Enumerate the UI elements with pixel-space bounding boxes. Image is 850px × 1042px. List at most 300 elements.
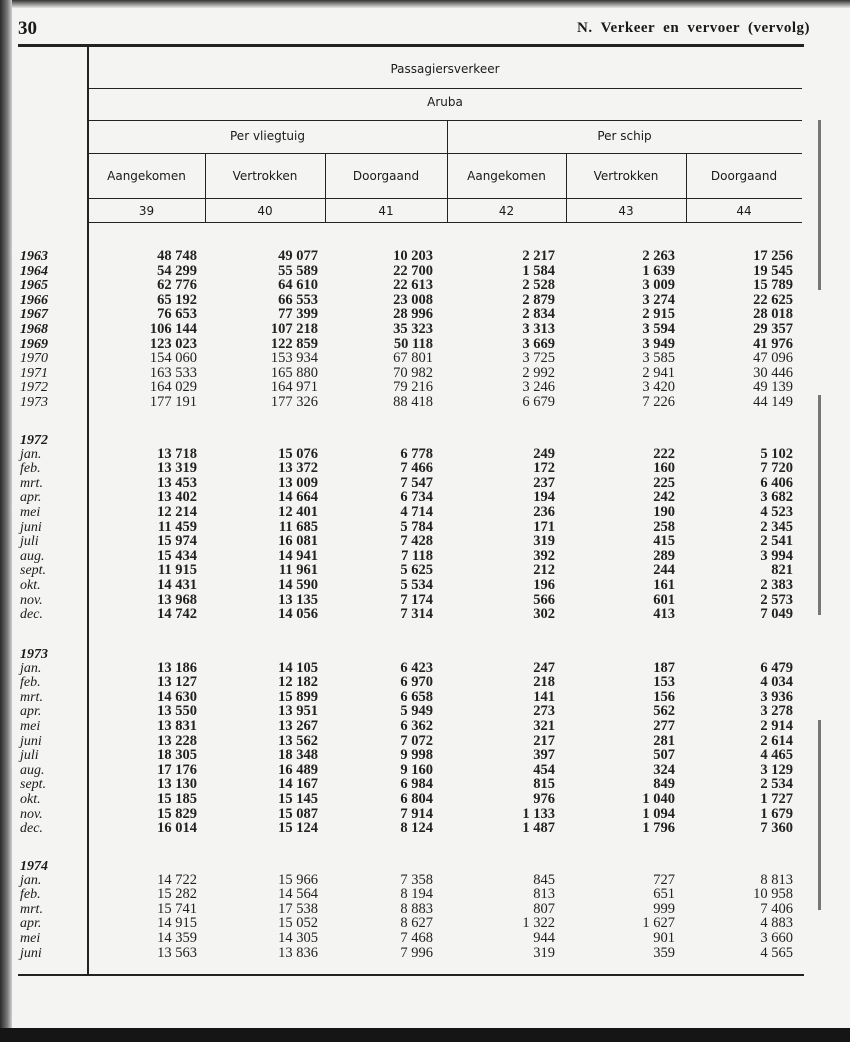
cell-value: 2 541 <box>760 533 793 550</box>
cell-value: 194 <box>533 489 555 506</box>
cell-value: 13 453 <box>157 474 197 491</box>
table-row <box>0 534 850 549</box>
cell-value: 1 679 <box>760 805 793 822</box>
row-label: mei <box>20 504 41 520</box>
row-label: mrt. <box>20 901 43 917</box>
cell-value: 6 362 <box>400 717 433 734</box>
cell-value: 222 <box>653 445 675 462</box>
cell-value: 14 590 <box>278 576 318 593</box>
cell-value: 18 348 <box>278 747 318 764</box>
cell-value: 601 <box>653 591 675 608</box>
cell-value: 218 <box>533 674 555 691</box>
cell-value: 6 804 <box>400 790 433 807</box>
cell-value: 18 305 <box>157 747 197 764</box>
cell-value: 3 949 <box>642 335 675 352</box>
cell-value: 7 072 <box>400 732 433 749</box>
cell-value: 1 133 <box>522 805 555 822</box>
column-number: 40 <box>257 204 273 218</box>
cell-value: 507 <box>653 747 675 764</box>
cell-value: 5 102 <box>760 445 793 462</box>
cell-value: 14 564 <box>278 886 318 903</box>
cell-value: 413 <box>653 606 675 623</box>
cell-value: 7 118 <box>401 547 433 564</box>
cell-value: 3 725 <box>522 350 555 367</box>
header-rule <box>88 88 802 89</box>
header-rule <box>88 120 802 121</box>
cell-value: 2 879 <box>522 291 555 308</box>
column-header: Aangekomen <box>107 169 186 183</box>
cell-value: 15 282 <box>157 886 197 903</box>
cell-value: 49 139 <box>753 379 793 396</box>
cell-value: 44 149 <box>753 394 793 410</box>
header-rule <box>88 153 802 154</box>
cell-value: 849 <box>653 776 675 793</box>
row-label: dec. <box>20 607 43 623</box>
cell-value: 88 418 <box>393 394 433 410</box>
table-row <box>0 675 850 690</box>
cell-value: 19 545 <box>753 262 793 279</box>
cell-value: 4 465 <box>760 747 793 764</box>
row-label: 1966 <box>20 292 48 308</box>
table-row <box>0 578 850 593</box>
cell-value: 65 192 <box>157 291 197 308</box>
row-label: feb. <box>20 887 41 903</box>
cell-value: 16 489 <box>278 761 318 778</box>
table-row <box>0 505 850 520</box>
table-row <box>0 821 850 836</box>
cell-value: 3 313 <box>522 321 555 337</box>
cell-value: 13 135 <box>278 591 318 608</box>
row-label: mrt. <box>20 689 43 705</box>
cell-value: 17 176 <box>157 761 197 778</box>
cell-value: 1 727 <box>760 790 793 807</box>
cell-value: 41 976 <box>753 335 793 352</box>
cell-value: 17 538 <box>278 900 318 917</box>
cell-value: 3 594 <box>642 321 675 337</box>
cell-value: 5 949 <box>400 703 433 720</box>
subgroup-header-ship: Per schip <box>597 129 652 143</box>
cell-value: 5 784 <box>400 518 433 535</box>
row-label: jan. <box>20 660 42 676</box>
cell-value: 13 563 <box>157 944 197 961</box>
cell-value: 13 831 <box>157 717 197 734</box>
cell-value: 5 625 <box>400 562 433 579</box>
table-row <box>0 946 850 961</box>
cell-value: 10 203 <box>393 248 433 264</box>
cell-value: 14 664 <box>278 489 318 506</box>
cell-value: 397 <box>533 747 555 764</box>
table-row <box>0 792 850 807</box>
table-row <box>0 931 850 946</box>
cell-value: 122 859 <box>270 335 318 352</box>
row-label: 1972 <box>20 433 48 448</box>
cell-value: 2 834 <box>522 306 555 323</box>
cell-value: 11 685 <box>278 518 318 535</box>
column-number: 43 <box>618 204 634 218</box>
row-label: 1973 <box>20 647 48 662</box>
header-rule <box>88 198 802 199</box>
cell-value: 165 880 <box>270 364 318 381</box>
row-label: juni <box>20 733 42 749</box>
cell-value: 153 934 <box>270 350 318 367</box>
cell-value: 55 589 <box>278 262 318 279</box>
cell-value: 6 734 <box>400 489 433 506</box>
cell-value: 319 <box>533 944 555 961</box>
cell-value: 845 <box>533 871 555 888</box>
cell-value: 15 741 <box>157 900 197 917</box>
cell-value: 8 194 <box>400 886 433 903</box>
cell-value: 7 226 <box>642 394 675 410</box>
top-rule <box>18 44 804 47</box>
row-label: aug. <box>20 762 45 778</box>
cell-value: 2 614 <box>760 732 793 749</box>
cell-value: 76 653 <box>157 306 197 323</box>
cell-value: 22 613 <box>393 277 433 294</box>
cell-value: 3 936 <box>760 688 793 705</box>
cell-value: 454 <box>533 761 555 778</box>
row-label: apr. <box>20 916 42 932</box>
cell-value: 54 299 <box>157 262 197 279</box>
column-number: 39 <box>138 204 155 218</box>
cell-value: 12 214 <box>157 503 197 520</box>
row-label: feb. <box>20 675 41 691</box>
cell-value: 13 009 <box>278 474 318 491</box>
cell-value: 2 217 <box>522 248 555 264</box>
cell-value: 13 267 <box>278 717 318 734</box>
cell-value: 8 627 <box>400 915 433 932</box>
cell-value: 154 060 <box>149 350 197 367</box>
column-header: Aangekomen <box>467 169 546 183</box>
bottom-rule <box>18 974 804 976</box>
cell-value: 164 029 <box>149 379 197 396</box>
row-label: sept. <box>20 563 47 579</box>
cell-value: 242 <box>653 489 675 506</box>
cell-value: 289 <box>653 547 675 564</box>
cell-value: 15 145 <box>278 790 318 807</box>
running-head: N. Verkeer en vervoer (vervolg) <box>577 20 810 36</box>
cell-value: 14 305 <box>278 929 318 946</box>
cell-value: 141 <box>533 688 555 705</box>
cell-value: 4 523 <box>760 503 793 520</box>
cell-value: 3 129 <box>760 761 793 778</box>
cell-value: 1 796 <box>642 820 675 837</box>
cell-value: 13 372 <box>278 460 318 477</box>
cell-value: 14 105 <box>278 659 318 676</box>
cell-value: 2 263 <box>642 248 675 264</box>
cell-value: 15 087 <box>278 805 318 822</box>
cell-value: 14 359 <box>157 929 197 946</box>
table-row <box>0 278 850 293</box>
cell-value: 9 160 <box>400 761 433 778</box>
cell-value: 28 018 <box>753 306 793 323</box>
cell-value: 13 550 <box>157 703 197 720</box>
cell-value: 6 970 <box>400 674 433 691</box>
cell-value: 4 565 <box>760 944 793 961</box>
cell-value: 3 669 <box>522 335 555 352</box>
row-label: nov. <box>20 806 43 822</box>
cell-value: 15 829 <box>157 805 197 822</box>
table-row <box>0 249 850 264</box>
cell-value: 3 246 <box>522 379 555 396</box>
cell-value: 807 <box>533 900 555 917</box>
column-number: 44 <box>736 204 752 218</box>
cell-value: 6 984 <box>400 776 433 793</box>
row-label: mei <box>20 930 41 946</box>
cell-value: 976 <box>533 790 555 807</box>
table-row <box>0 748 850 763</box>
row-label: okt. <box>20 577 41 593</box>
table-row <box>0 719 850 734</box>
cell-value: 177 326 <box>270 394 318 410</box>
cell-value: 13 130 <box>157 776 197 793</box>
cell-value: 190 <box>653 503 675 520</box>
cell-value: 15 076 <box>278 445 318 462</box>
cell-value: 164 971 <box>270 379 318 396</box>
cell-value: 212 <box>533 562 555 579</box>
cell-value: 302 <box>533 606 555 623</box>
table-row <box>0 607 850 622</box>
cell-value: 4 883 <box>760 915 793 932</box>
cell-value: 727 <box>653 871 675 888</box>
table-row <box>0 461 850 476</box>
row-label: 1968 <box>20 322 48 337</box>
cell-value: 30 446 <box>753 364 793 381</box>
cell-value: 8 124 <box>400 820 433 837</box>
table-row <box>0 887 850 902</box>
cell-value: 2 345 <box>760 518 793 535</box>
cell-value: 171 <box>533 518 555 535</box>
cell-value: 15 124 <box>278 820 318 837</box>
row-label: juli <box>20 534 39 550</box>
cell-value: 6 423 <box>400 659 433 676</box>
cell-value: 12 182 <box>278 674 318 691</box>
cell-value: 415 <box>653 533 675 550</box>
subgroup-header-air: Per vliegtuig <box>230 129 305 143</box>
cell-value: 13 968 <box>157 591 197 608</box>
cell-value: 225 <box>653 474 675 491</box>
row-label: 1974 <box>20 859 48 874</box>
cell-value: 16 014 <box>157 820 197 837</box>
row-label: 1970 <box>20 351 48 367</box>
row-label: okt. <box>20 791 41 807</box>
cell-value: 47 096 <box>753 350 793 367</box>
cell-value: 49 077 <box>278 248 318 264</box>
cell-value: 217 <box>533 732 555 749</box>
cell-value: 15 899 <box>278 688 318 705</box>
cell-value: 64 610 <box>278 277 318 294</box>
cell-value: 3 585 <box>642 350 675 367</box>
page-number: 30 <box>18 18 37 39</box>
cell-value: 48 748 <box>157 248 197 264</box>
cell-value: 5 534 <box>400 576 433 593</box>
cell-value: 6 658 <box>400 688 433 705</box>
cell-value: 813 <box>533 886 555 903</box>
cell-value: 13 186 <box>157 659 197 676</box>
cell-value: 321 <box>533 717 555 734</box>
cell-value: 2 383 <box>760 576 793 593</box>
scan-bottom-edge <box>0 1028 850 1042</box>
cell-value: 13 836 <box>278 944 318 961</box>
row-label: 1964 <box>20 263 48 279</box>
cell-value: 12 401 <box>278 503 318 520</box>
cell-value: 247 <box>533 659 555 676</box>
cell-value: 15 434 <box>157 547 197 564</box>
cell-value: 3 009 <box>642 277 675 294</box>
cell-value: 3 420 <box>642 379 675 396</box>
table-row <box>0 351 850 366</box>
cell-value: 2 992 <box>522 364 555 381</box>
cell-value: 6 479 <box>760 659 793 676</box>
cell-value: 1 094 <box>642 805 675 822</box>
cell-value: 7 358 <box>400 871 433 888</box>
cell-value: 11 961 <box>278 562 318 579</box>
cell-value: 3 660 <box>760 929 793 946</box>
cell-value: 7 996 <box>400 944 433 961</box>
cell-value: 14 630 <box>157 688 197 705</box>
cell-value: 17 256 <box>753 248 793 264</box>
cell-value: 2 915 <box>642 306 675 323</box>
cell-value: 281 <box>653 732 675 749</box>
cell-value: 15 052 <box>278 915 318 932</box>
cell-value: 13 228 <box>157 732 197 749</box>
cell-value: 22 625 <box>753 291 793 308</box>
row-label: 1967 <box>20 307 48 323</box>
column-number: 41 <box>378 204 394 218</box>
cell-value: 62 776 <box>157 277 197 294</box>
cell-value: 7 428 <box>400 533 433 550</box>
cell-value: 23 008 <box>393 291 433 308</box>
cell-value: 249 <box>533 445 555 462</box>
cell-value: 236 <box>533 503 555 520</box>
row-label: feb. <box>20 461 41 477</box>
cell-value: 11 459 <box>157 518 197 535</box>
cell-value: 566 <box>533 591 555 608</box>
cell-value: 161 <box>653 576 675 593</box>
column-number: 42 <box>498 204 515 218</box>
column-header: Doorgaand <box>352 169 420 183</box>
cell-value: 13 951 <box>278 703 318 720</box>
scan-top-edge <box>0 0 850 8</box>
row-label: dec. <box>20 821 43 837</box>
row-label: jan. <box>20 872 42 888</box>
cell-value: 29 357 <box>753 321 793 337</box>
cell-value: 187 <box>653 659 675 676</box>
cell-value: 2 914 <box>760 717 793 734</box>
cell-value: 153 <box>653 674 675 691</box>
row-label: juni <box>20 945 42 961</box>
cell-value: 196 <box>533 576 555 593</box>
row-label: 1973 <box>20 395 48 410</box>
cell-value: 35 323 <box>393 321 433 337</box>
row-label: juni <box>20 519 42 535</box>
cell-value: 7 720 <box>760 460 793 477</box>
row-label: apr. <box>20 704 42 720</box>
cell-value: 7 466 <box>400 460 433 477</box>
cell-value: 163 533 <box>149 364 197 381</box>
cell-value: 28 996 <box>393 306 433 323</box>
row-label: mrt. <box>20 475 43 491</box>
cell-value: 177 191 <box>149 394 197 410</box>
cell-value: 9 998 <box>400 747 433 764</box>
row-label: mei <box>20 718 41 734</box>
cell-value: 6 778 <box>400 445 433 462</box>
cell-value: 13 718 <box>157 445 197 462</box>
cell-value: 324 <box>653 761 675 778</box>
cell-value: 901 <box>653 929 675 946</box>
cell-value: 14 722 <box>157 871 197 888</box>
column-header: Doorgaand <box>710 169 778 183</box>
row-label: 1963 <box>20 249 48 264</box>
cell-value: 1 322 <box>522 915 555 932</box>
cell-value: 359 <box>653 944 675 961</box>
cell-value: 2 534 <box>760 776 793 793</box>
cell-value: 14 431 <box>157 576 197 593</box>
row-label: 1971 <box>20 365 48 381</box>
cell-value: 7 468 <box>400 929 433 946</box>
cell-value: 79 216 <box>393 379 433 396</box>
cell-value: 273 <box>533 703 555 720</box>
cell-value: 106 144 <box>149 321 197 337</box>
cell-value: 277 <box>653 717 675 734</box>
cell-value: 1 627 <box>642 915 675 932</box>
cell-value: 70 982 <box>393 364 433 381</box>
cell-value: 15 966 <box>278 871 318 888</box>
cell-value: 3 994 <box>760 547 793 564</box>
cell-value: 7 360 <box>760 820 793 837</box>
column-header: Vertrokken <box>232 169 298 183</box>
header-rule <box>88 222 802 223</box>
row-label: 1972 <box>20 380 48 396</box>
cell-value: 3 274 <box>642 291 675 308</box>
row-label: 1965 <box>20 278 48 294</box>
cell-value: 107 218 <box>270 321 318 337</box>
cell-value: 1 584 <box>522 262 555 279</box>
cell-value: 1 487 <box>522 820 555 837</box>
cell-value: 7 174 <box>400 591 433 608</box>
cell-value: 6 679 <box>522 394 555 410</box>
cell-value: 13 562 <box>278 732 318 749</box>
row-label: juli <box>20 748 39 764</box>
cell-value: 4 714 <box>400 503 433 520</box>
cell-value: 16 081 <box>278 533 318 550</box>
cell-value: 244 <box>653 562 675 579</box>
row-label: apr. <box>20 490 42 506</box>
cell-value: 999 <box>653 900 675 917</box>
cell-value: 50 118 <box>393 335 433 352</box>
table-row <box>0 395 850 410</box>
cell-value: 651 <box>653 886 675 903</box>
cell-value: 8 813 <box>760 871 793 888</box>
group-header: Passagiersverkeer <box>390 62 500 76</box>
cell-value: 815 <box>533 776 555 793</box>
cell-value: 13 319 <box>157 460 197 477</box>
cell-value: 7 314 <box>400 606 433 623</box>
row-label: sept. <box>20 777 47 793</box>
cell-value: 14 167 <box>278 776 318 793</box>
cell-value: 14 056 <box>278 606 318 623</box>
cell-value: 77 399 <box>278 306 318 323</box>
cell-value: 2 941 <box>642 364 675 381</box>
cell-value: 7 914 <box>400 805 433 822</box>
cell-value: 1 639 <box>642 262 675 279</box>
column-header: Vertrokken <box>593 169 659 183</box>
cell-value: 10 958 <box>753 886 793 903</box>
cell-value: 14 915 <box>157 915 197 932</box>
cell-value: 2 528 <box>522 277 555 294</box>
cell-value: 8 883 <box>400 900 433 917</box>
row-label: jan. <box>20 446 42 462</box>
cell-value: 11 915 <box>157 562 197 579</box>
